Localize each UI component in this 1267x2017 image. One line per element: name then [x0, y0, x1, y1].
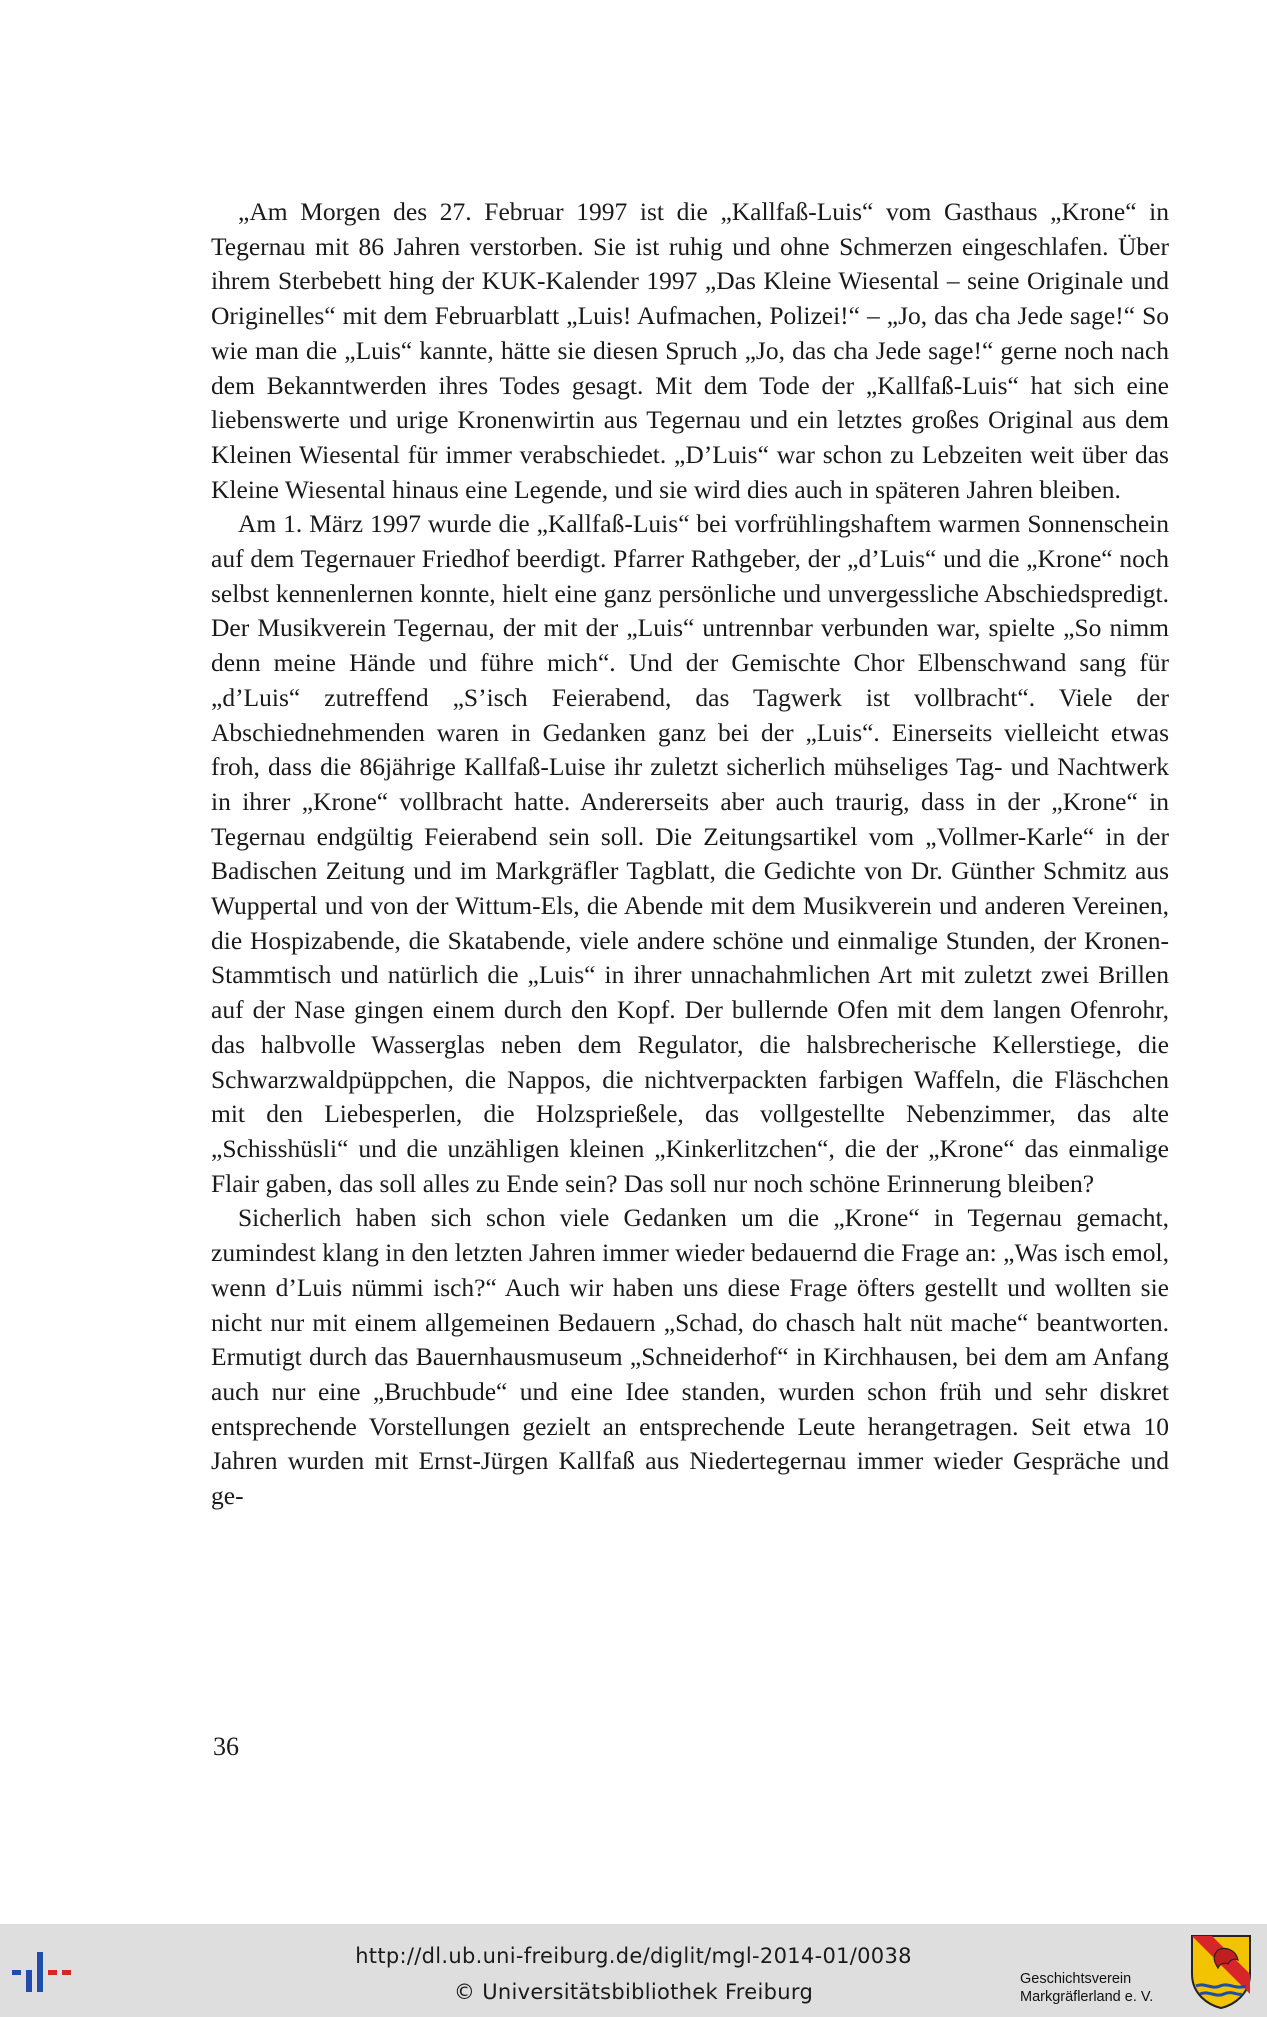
paragraph: „Am Morgen des 27. Februar 1997 ist die „Kallfaß-Luis“ vom Gasthaus „Krone“ in Tegernau mit 86 Jahren verstorben. Sie ist ruhig und ohne Schmerzen eingeschlafen. Über ihrem Sterbebett hing der KUK-Kalender 1997 „Das Kleine Wiesental – seine Originale und Originelles“ mit dem Februarblatt „Luis! Aufmachen, Polizei!“ – „Jo, das cha Jede sage!“ So wie man die „Luis“ kannte, hätte sie diesen Spruch „Jo, das cha Jede sage!“ gerne noch nach dem Bekanntwerden ihres Todes gesagt. Mit dem Tode der „Kallfaß-Luis“ hat sich eine liebenswerte und urige Kronenwirtin aus Tegernau und ein letztes großes Original aus dem Kleinen Wiesental für immer verabschiedet. „D’Luis“ war schon zu Lebzeiten weit über das Kleine Wiesental hinaus eine Legende, und sie wird dies auch in späteren Jahren bleiben.	[211, 197, 1169, 504]
footer-bar	[0, 1924, 1267, 2017]
page-number: 36	[213, 1732, 239, 1761]
paragraph: Sicherlich haben sich schon viele Gedanken um die „Krone“ in Tegernau gemacht, zumindest klang in den letzten Jahren immer wieder bedauernd die Frage an: „Was isch emol, wenn d’Luis nümmi isch?“ Auch wir haben uns diese Frage öfters gestellt und wollten sie nicht nur mit einem allgemeinen Bedauern „Schad, do chasch halt nüt mache“ beantworten. Ermutigt durch das Bauernhausmuseum „Schneiderhof“ in Kirchhausen, bei dem am Anfang auch nur eine „Bruchbude“ und eine Idee standen, wurden schon früh und sehr diskret entsprechende Vorstellungen gezielt an entsprechende Leute herangetragen. Seit etwa 10 Jahren wurden mit Ernst-Jürgen Kallfaß aus Niedertegernau immer wieder Gespräche und ge-	[211, 1203, 1169, 1511]
society-name	[1020, 1970, 1153, 2006]
copyright-notice: © Universitätsbibliothek Freiburg	[453, 1980, 814, 2004]
coat-of-arms-icon	[1190, 1934, 1252, 2010]
society-line: Markgräflerland e. V.	[1020, 1989, 1154, 2005]
society-line: Geschichtsverein	[1020, 1971, 1132, 1987]
source-url[interactable]: http://dl.ub.uni-freiburg.de/diglit/mgl-2014-01/0038	[355, 1944, 912, 1968]
article-body	[211, 195, 1169, 1514]
paragraph: Am 1. März 1997 wurde die „Kallfaß-Luis“ bei vorfrühlingshaftem warmen Sonnenschein auf dem Tegernauer Friedhof beerdigt. Pfarrer Rathgeber, der „d’Luis“ und die „Krone“ noch selbst kennenlernen konnte, hielt eine ganz persönliche und unvergessliche Abschiedspredigt. Der Musikverein Tegernau, der mit der „Luis“ untrennbar verbunden war, spielte „So nimm denn meine Hände und führe mich“. Und der Gemischte Chor Elbenschwand sang für „d’Luis“ zutreffend „S’isch Feierabend, das Tagwerk ist vollbracht“. Viele der Abschiednehmenden waren in Gedanken ganz bei der „Luis“. Einerseits vielleicht etwas froh, dass die 86jährige Kallfaß-Luise ihr zuletzt sicherlich mühseliges Tag- und Nachtwerk in ihrer „Krone“ vollbracht hatte. Andererseits aber auch traurig, dass in der „Krone“ in Tegernau endgültig Feierabend sein soll. Die Zeitungsartikel vom „Vollmer-Karle“ in der Badischen Zeitung und im Markgräfler Tagblatt, die Gedichte von Dr. Günther Schmitz aus Wuppertal und von der Wittum-Els, die Abende mit dem Musikverein und anderen Vereinen, die Hospizabende, die Skatabende, viele andere schöne und einmalige Stunden, der Kronen-Stammtisch und natürlich die „Luis“ in ihrer unnachahmlichen Art mit zuletzt zwei Brillen auf der Nase gingen einem durch den Kopf. Der bullernde Ofen mit dem langen Ofenrohr, das halbvolle Wasserglas neben dem Regulator, die halsbrecherische Kellerstiege, die Schwarzwaldpüppchen, die Nappos, die nichtverpackten farbigen Waffeln, die Fläschchen mit den Liebesperlen, die Holzsprießele, das vollgestellte Nebenzimmer, das alte „Schisshüsli“ und die unzähligen kleinen „Kinkerlitzchen“, die der „Krone“ das einmalige Flair gaben, das soll alles zu Ende sein? Das soll nur noch schöne Erinnerung bleiben?	[211, 509, 1169, 1198]
